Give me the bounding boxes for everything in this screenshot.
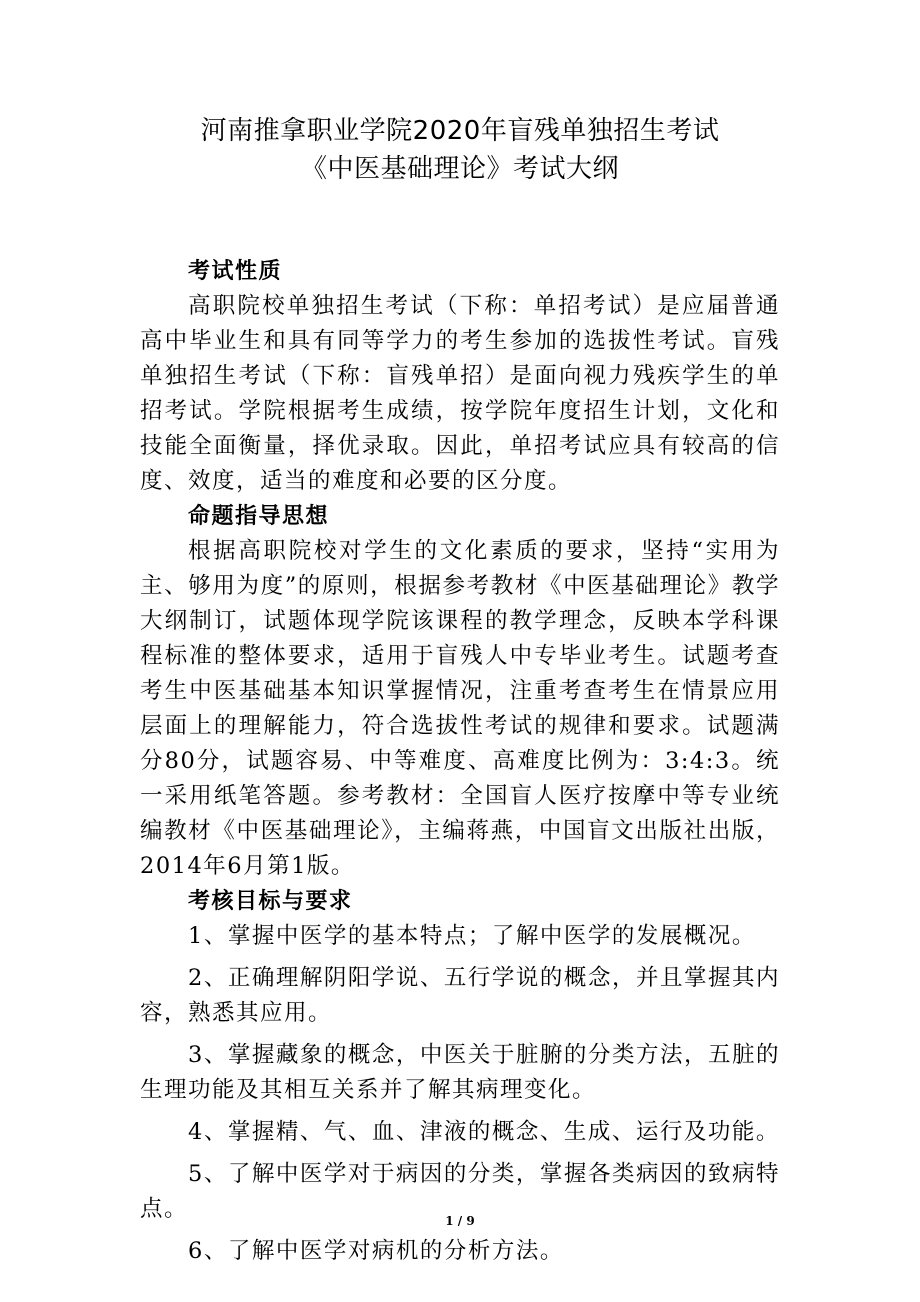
section-heading-guideline: 命题指导思想 (188, 504, 330, 529)
document-body (140, 254, 780, 1276)
objective-item: 5、了解中医学对于病因的分类，掌握各类病因的致病特点。 (140, 1161, 780, 1222)
objective-item: 4、掌握精、气、血、津液的概念、生成、运行及功能。 (188, 1119, 780, 1145)
objective-item: 2、正确理解阴阳学说、五行学说的概念，并且掌握其内容，熟悉其应用。 (140, 965, 780, 1026)
section-heading-objectives: 考核目标与要求 (188, 889, 353, 914)
section-text-nature: 高职院校单独招生考试（下称：单招考试）是应届普通高中毕业生和具有同等学力的考生参加的选拔性考试。盲残单独招生考试（下称：盲残单招）是面向视力残疾学生的单招考试。学院根据考生成绩，按学院年度招生计划，文化和技能全面衡量，择优录取。因此，单招考试应具有较高的信度、效度，适当的难度和必要的区分度。 (140, 293, 780, 494)
objective-item: 1、掌握中医学的基本特点；了解中医学的发展概况。 (188, 923, 756, 949)
objective-item: 6、了解中医学对病机的分析方法。 (188, 1238, 564, 1264)
section-text-guideline: 根据高职院校对学生的文化素质的要求，坚持“实用为主、够用为度”的原则，根据参考教材《中医基础理论》教学大纲制订，试题体现学院该课程的教学理念，反映本学科课程标准的整体要求，适用于盲残人中专毕业考生。试题考查考生中医基础基本知识掌握情况，注重考查考生在情景应用层面上的理解能力，符合选拔性考试的规律和要求。试题满分80分，试题容易、中等难度、高难度比例为：3:4:3。统一采用纸笔答题。参考教材：全国盲人医疗按摩中等专业统编教材《中医基础理论》，主编蒋燕，中国盲文出版社出版，2014年6月第1版。 (140, 538, 780, 879)
title-line-2: 《中医基础理论》考试大纲 (300, 154, 619, 184)
title-line-1: 河南推拿职业学院2020年盲残单独招生考试 (200, 116, 720, 146)
page-number: 1 / 9 (445, 1214, 475, 1228)
objective-item: 3、掌握藏象的概念，中医关于脏腑的分类方法，五脏的生理功能及其相互关系并了解其病理变化。 (140, 1042, 780, 1103)
document-title (0, 112, 920, 188)
section-heading-nature: 考试性质 (188, 259, 283, 284)
